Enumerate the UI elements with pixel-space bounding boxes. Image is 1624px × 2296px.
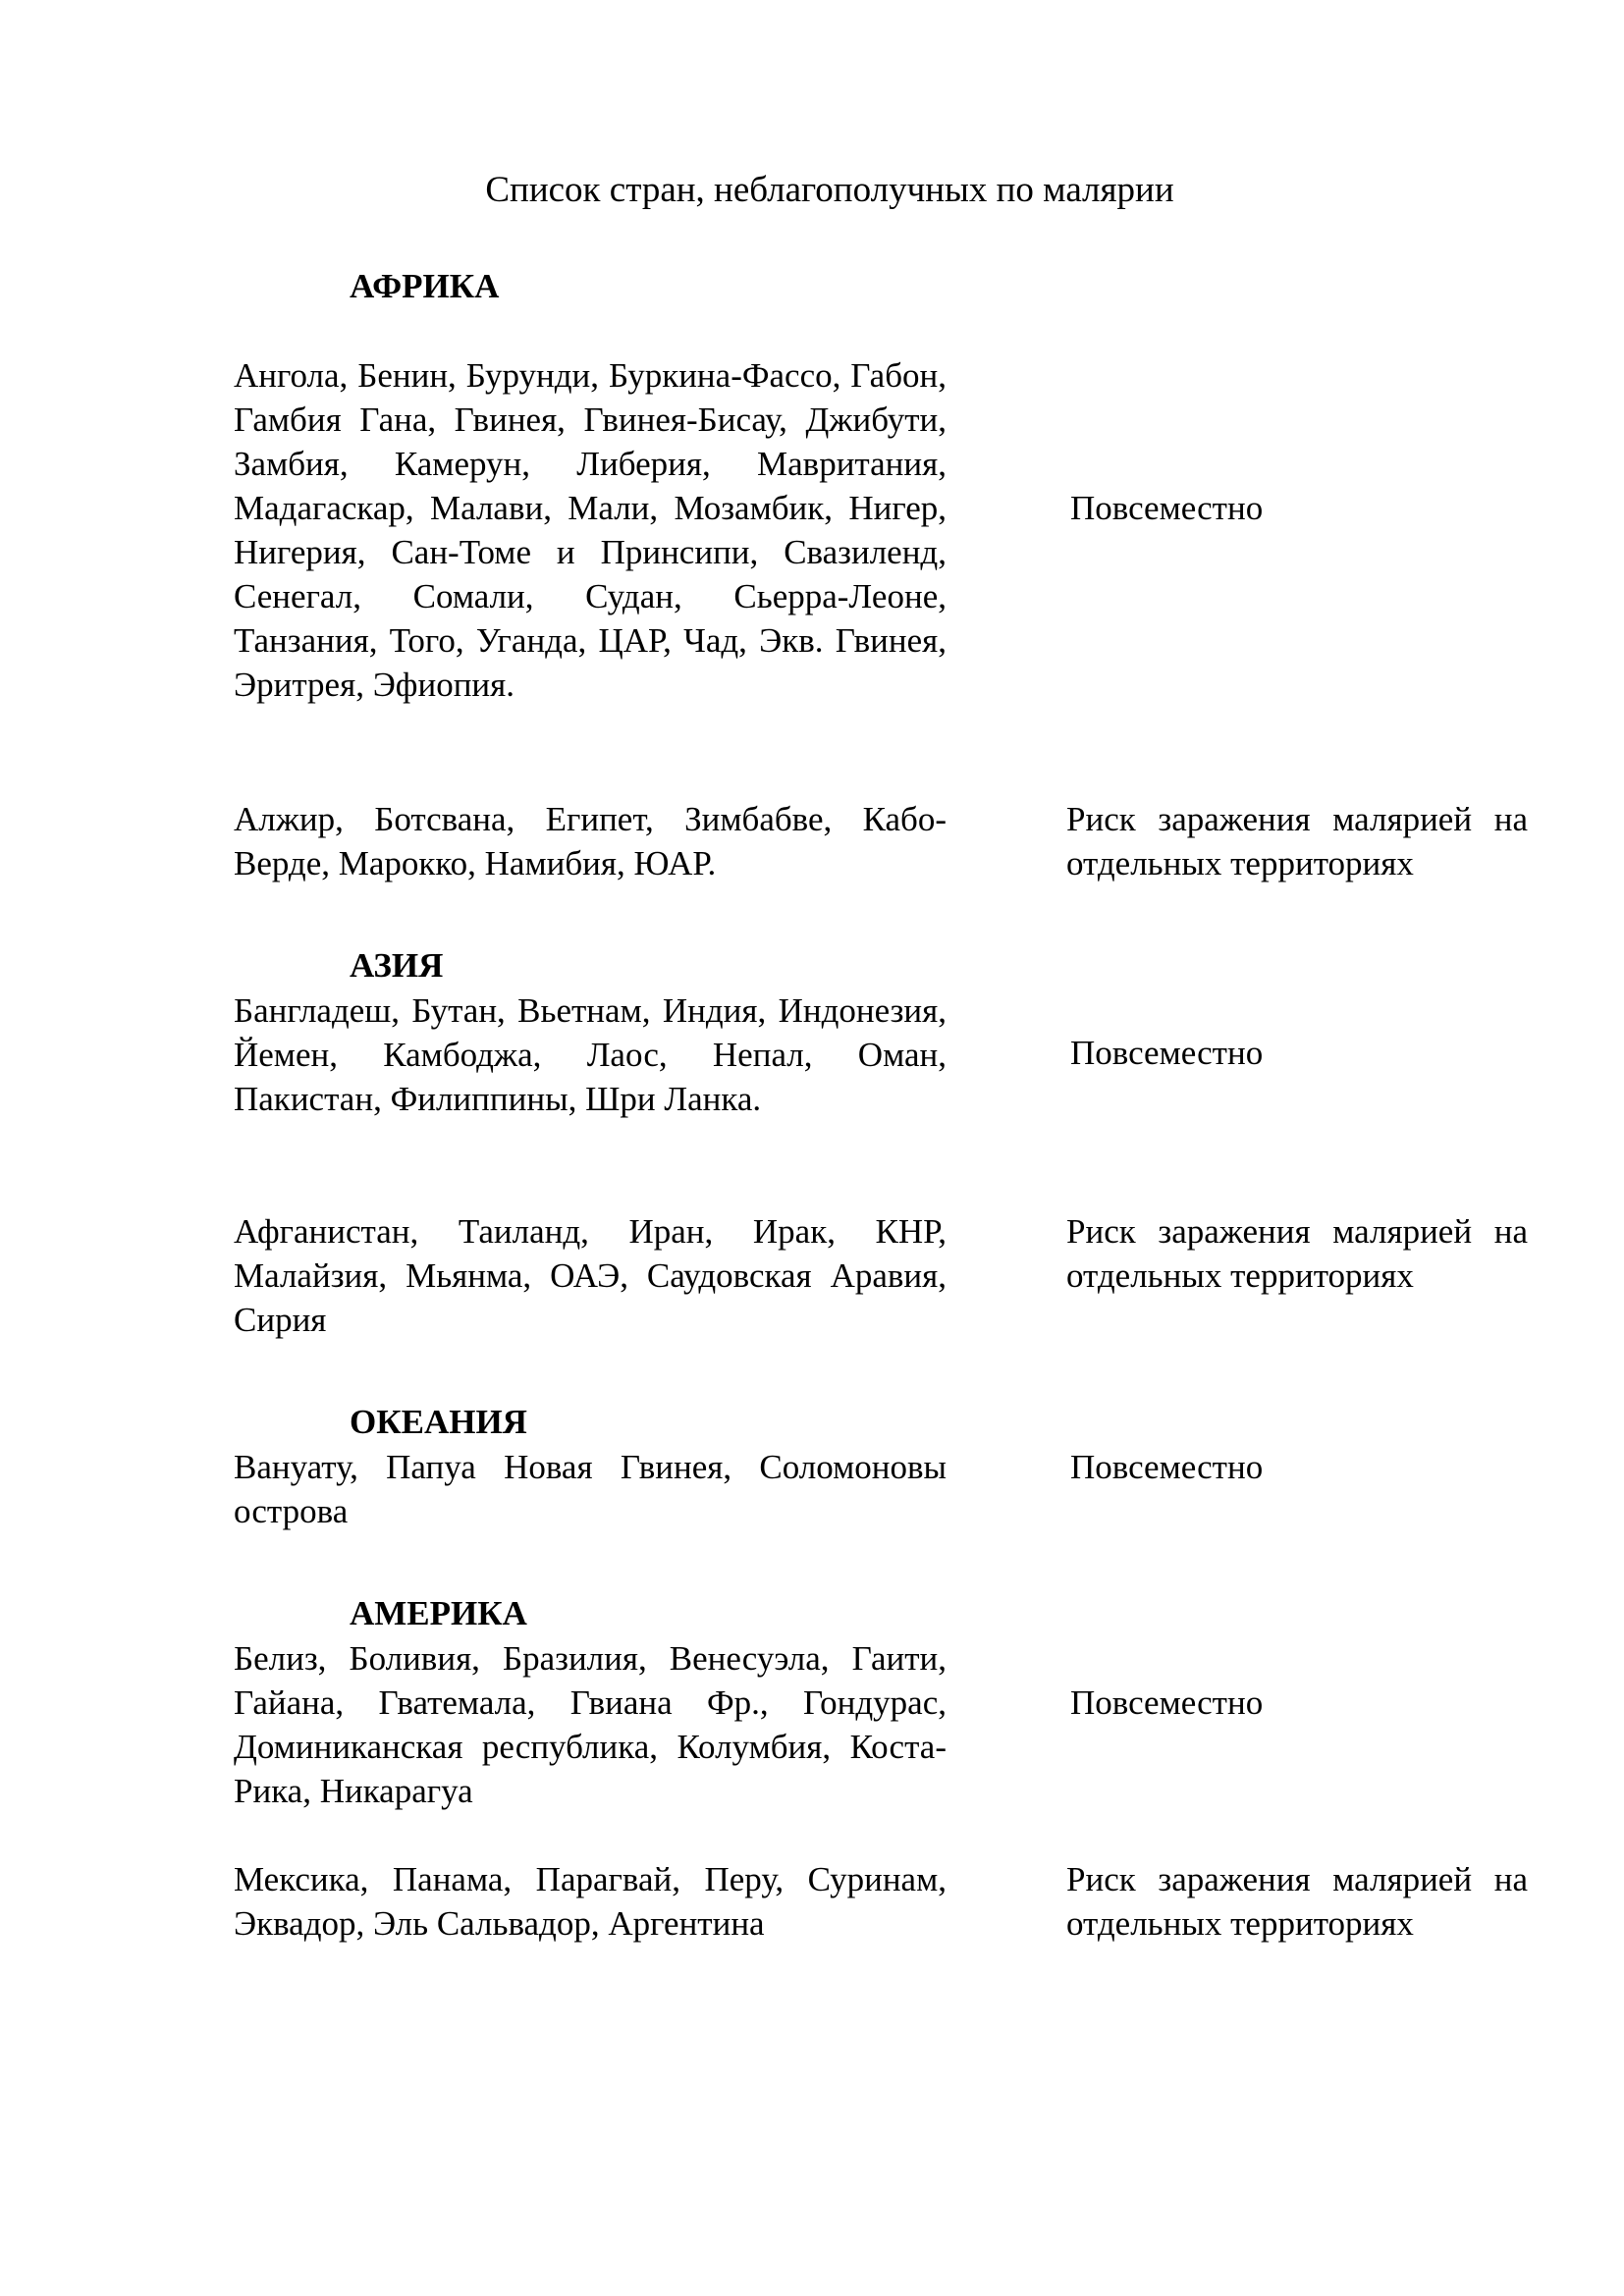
- country-list-america-widespread: Белиз, Боливия, Бразилия, Венесуэла, Гаити, Гайана, Гватемала, Гвиана Фр., Гондурас, Доминиканская республика, Колумбия, Коста-Рика, Никарагуа: [234, 1639, 947, 1810]
- country-list-africa-widespread: Ангола, Бенин, Бурунди, Буркина-Фассо, Габон, Гамбия Гана, Гвинея, Гвинея-Бисау, Джибути, Замбия, Камерун, Либерия, Мавритания, Мадагаскар, Малави, Мали, Мозамбик, Нигер, Нигерия, Сан-Томе и Принсипи, Свазиленд, Сенегал, Сомали, Судан, Сьерра-Леоне, Танзания, Того, Уганда, ЦАР, Чад, Экв. Гвинея, Эритрея, Эфиопия.: [234, 356, 947, 704]
- country-list-asia-widespread: Бангладеш, Бутан, Вьетнам, Индия, Индонезия, Йемен, Камбоджа, Лаос, Непал, Оман, Пакистан, Филиппины, Шри Ланка.: [234, 991, 947, 1118]
- risk-note-asia-widespread: Повсеместно: [1070, 1034, 1264, 1072]
- section-heading-america: АМЕРИКА: [350, 1594, 527, 1632]
- section-heading-asia: АЗИЯ: [350, 946, 444, 985]
- risk-note-oceania-widespread: Повсеместно: [1070, 1448, 1264, 1486]
- risk-note-america-widespread: Повсеместно: [1070, 1683, 1264, 1722]
- country-list-africa-partial: Алжир, Ботсвана, Египет, Зимбабве, Кабо-Верде, Марокко, Намибия, ЮАР.: [234, 800, 947, 882]
- document-title: Список стран, неблагополучных по малярии: [485, 170, 1174, 210]
- country-list-oceania-widespread: Вануату, Папуа Новая Гвинея, Соломоновы острова: [234, 1448, 947, 1530]
- section-heading-oceania: ОКЕАНИЯ: [350, 1403, 527, 1441]
- risk-note-africa-partial: Риск заражения малярией на отдельных территориях: [1066, 800, 1528, 882]
- section-heading-africa: АФРИКА: [350, 267, 500, 305]
- risk-note-asia-partial: Риск заражения малярией на отдельных территориях: [1066, 1212, 1528, 1295]
- risk-note-america-partial: Риск заражения малярией на отдельных территориях: [1066, 1860, 1528, 1943]
- country-list-asia-partial: Афганистан, Таиланд, Иран, Ирак, КНР, Малайзия, Мьянма, ОАЭ, Саудовская Аравия, Сирия: [234, 1212, 947, 1339]
- risk-note-africa-widespread: Повсеместно: [1070, 489, 1264, 527]
- country-list-america-partial: Мексика, Панама, Парагвай, Перу, Суринам, Эквадор, Эль Сальвадор, Аргентина: [234, 1860, 947, 1943]
